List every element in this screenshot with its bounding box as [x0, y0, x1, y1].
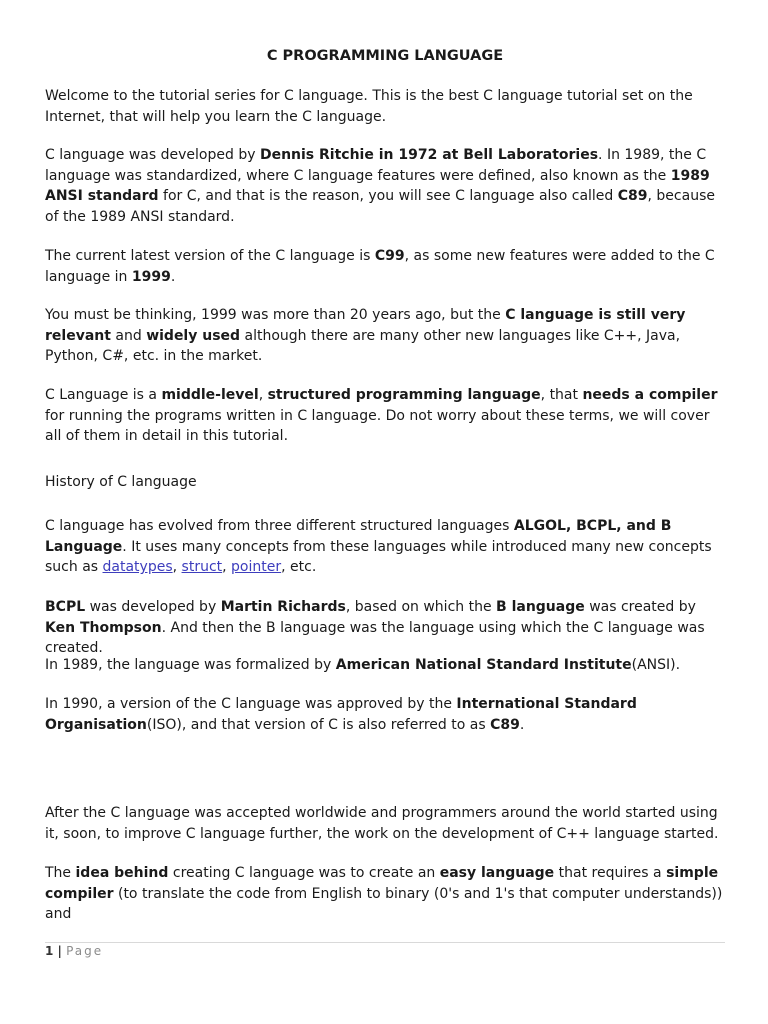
iso-paragraph: In 1990, a version of the C language was approved by the International Standard Organisation(ISO), and that version of C is also referred to as C89. — [45, 696, 637, 733]
origin-paragraph: C language was developed by Dennis Ritchie in 1972 at Bell Laboratories. In 1989, the C language was standardized, where C language features were defined, also known as the 1989 ANSI standard for C, and that is the reason, you will see C language also called C89, because of the 1989 ANSI standard. — [45, 147, 715, 225]
datatypes-link[interactable]: datatypes — [102, 559, 173, 575]
footer-rule — [45, 942, 725, 943]
cpp-paragraph: After the C language was accepted worldwide and programmers around the world started using it, soon, to improve C language further, the work on the development of C++ language started. — [45, 805, 719, 842]
bcpl-paragraph: BCPL was developed by Martin Richards, based on which the B language was created by Ken Thompson. And then the B language was the language using which the C language was created. — [45, 599, 705, 656]
page-number: 1 — [45, 944, 54, 958]
struct-link[interactable]: struct — [181, 559, 223, 575]
document-title: C PROGRAMMING LANGUAGE — [266, 48, 504, 64]
ansi-paragraph: In 1989, the language was formalized by American National Standard Institute(ANSI). — [45, 657, 681, 673]
relevance-paragraph: You must be thinking, 1999 was more than 20 years ago, but the C language is still very relevant and widely used although there are many other new languages like C++, Java, Python, C#, etc. in the market. — [45, 307, 686, 364]
idea-paragraph: The idea behind creating C language was to create an easy language that requires a simple compiler (to translate the code from English to binary (0's and 1's that computer understands)) and — [45, 865, 723, 922]
page-label: Page — [66, 944, 104, 958]
overview-paragraph: C Language is a middle-level, structured programming language, that needs a compiler for running the programs written in C language. Do not worry about these terms, we will cover all of them in detail in this tutorial. — [45, 387, 718, 444]
evolution-paragraph: C language has evolved from three different structured languages ALGOL, BCPL, and B Language. It uses many concepts from these languages while introduced many new concepts such as datatypes, struct, pointer, etc. — [45, 518, 712, 575]
version-paragraph: The current latest version of the C language is C99, as some new features were added to the C language in 1999. — [45, 248, 715, 285]
footer-separator: | — [53, 944, 67, 958]
pointer-link[interactable]: pointer — [231, 559, 282, 575]
history-heading: History of C language — [45, 474, 197, 490]
intro-paragraph: Welcome to the tutorial series for C language. This is the best C language tutorial set on the Internet, that will help you learn the C language. — [45, 88, 693, 125]
page-footer — [45, 944, 103, 958]
